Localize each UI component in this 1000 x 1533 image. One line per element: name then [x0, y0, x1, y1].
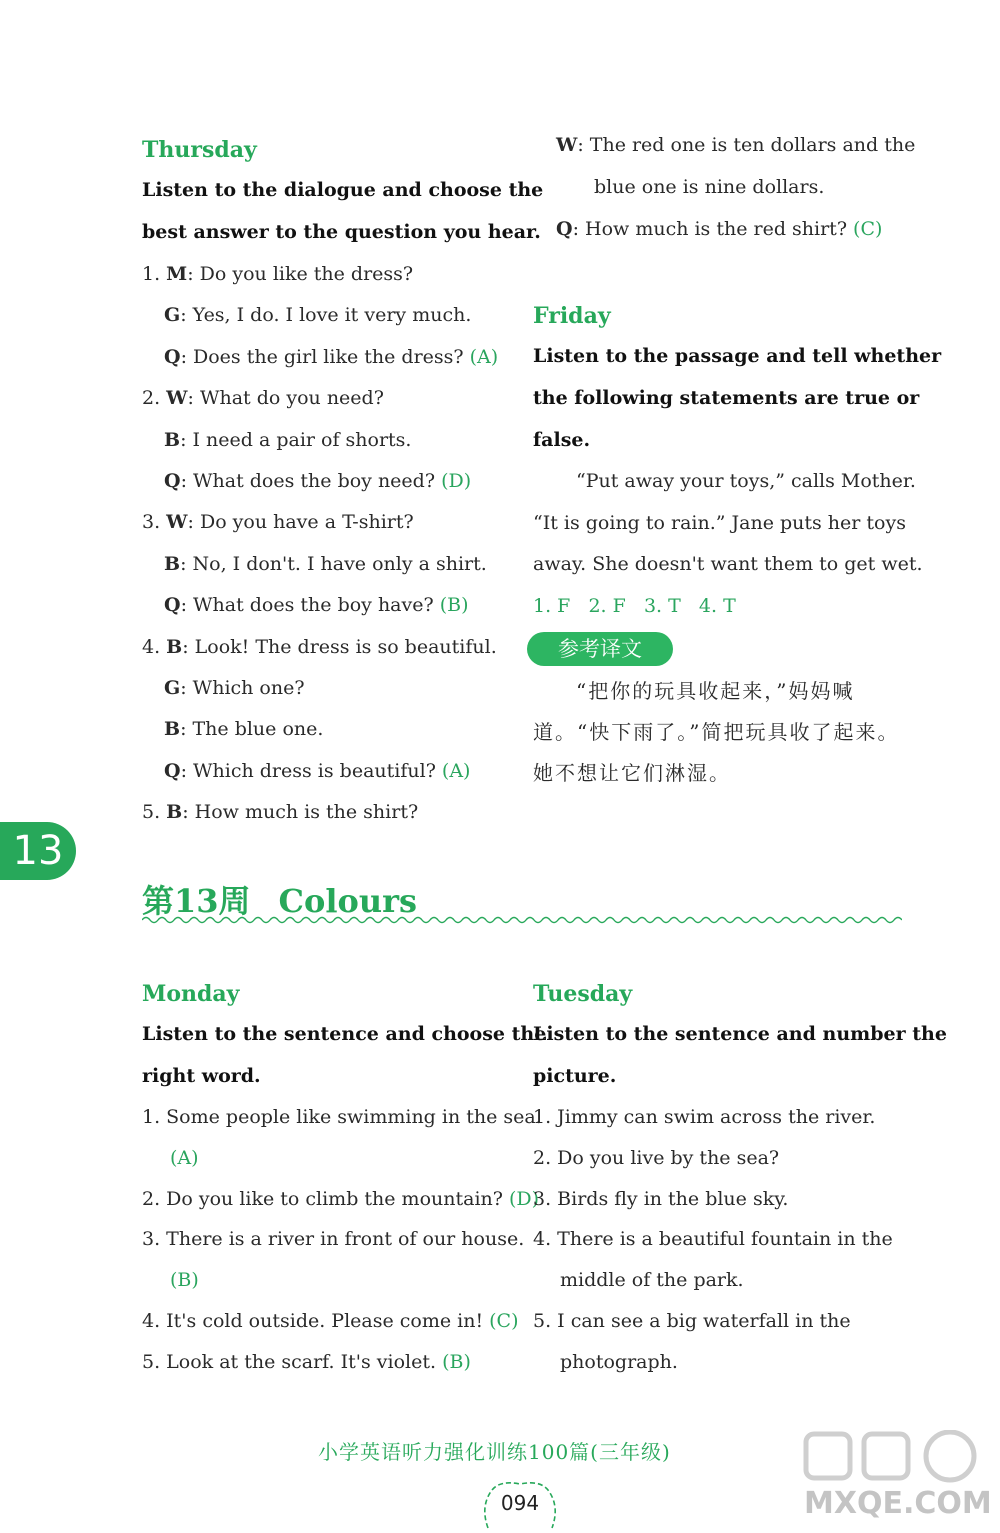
translation-badge: 参考译文 — [527, 632, 673, 666]
dialogue-line — [556, 133, 915, 157]
dialogue-line — [164, 469, 471, 493]
watermark-logo — [798, 1430, 992, 1528]
watermark-text: MXQE.COM — [804, 1486, 992, 1521]
speaker-label: W — [556, 134, 578, 156]
book-title: 小学英语听力强化训练100篇(三年级) — [318, 1440, 671, 1464]
dialogue-text: : I need a pair of shorts. — [180, 428, 412, 451]
list-item: photograph. — [560, 1350, 678, 1373]
instruction-line: right word. — [142, 1065, 261, 1087]
passage-line: “Put away your toys,” calls Mother. — [576, 470, 916, 492]
dialogue-line — [164, 593, 469, 617]
dialogue-line — [594, 175, 824, 199]
dialogue-text: blue one is nine dollars. — [594, 176, 825, 198]
speaker-label: Q — [164, 594, 181, 617]
list-item: middle of the park. — [560, 1269, 744, 1292]
item-number: 4. — [142, 635, 167, 658]
list-item: 2. Do you live by the sea? — [533, 1146, 780, 1169]
speaker-label: W — [166, 511, 188, 534]
dialogue-line — [142, 510, 414, 534]
item-number: 3. — [142, 511, 167, 534]
list-item — [142, 1309, 519, 1333]
dialogue-text: : What does the boy have? — [180, 594, 440, 617]
dialogue-line — [164, 552, 487, 576]
item-text: 5. Look at the scarf. It's violet. — [142, 1350, 443, 1373]
dialogue-text: : Does the girl like the dress? — [180, 345, 470, 368]
answer-label: (D) — [509, 1187, 540, 1210]
speaker-label: Q — [164, 759, 181, 782]
dialogue-line — [164, 717, 323, 741]
instruction-line: best answer to the question you hear. — [142, 221, 541, 243]
day-heading-thursday: Thursday — [142, 137, 257, 163]
dialogue-text: : How much is the shirt? — [182, 801, 419, 824]
dialogue-text: : The red one is ten dollars and the — [577, 134, 916, 156]
speaker-label: Q — [556, 218, 573, 240]
item-text: 3. There is a river in front of our house. — [142, 1228, 525, 1251]
list-item — [142, 1187, 539, 1211]
speaker-label: B — [166, 801, 183, 824]
speaker-label: Q — [164, 345, 181, 368]
translation-line: 她不想让它们淋湿。 — [533, 761, 731, 785]
answer-label: (A) — [170, 1146, 199, 1169]
dialogue-text: : No, I don't. I have only a shirt. — [180, 552, 487, 575]
instruction-line: picture. — [533, 1065, 617, 1087]
day-heading-friday: Friday — [533, 303, 611, 329]
speaker-label: W — [166, 387, 188, 410]
passage-line: away. She doesn't want them to get wet. — [533, 553, 923, 575]
wavy-divider — [142, 914, 902, 926]
dialogue-text: : Do you like the dress? — [187, 263, 414, 285]
answer-label: (B) — [170, 1269, 199, 1292]
speaker-label: G — [164, 304, 181, 327]
dialogue-text: : How much is the red shirt? — [572, 218, 854, 240]
answer-label: (B) — [439, 594, 469, 617]
dialogue-line — [164, 303, 471, 327]
list-item — [170, 1268, 199, 1292]
week-number-tab: 13 — [0, 822, 76, 880]
week-title-cn: 第13周 — [142, 882, 251, 920]
list-item: 3. Birds fly in the blue sky. — [533, 1187, 789, 1210]
speaker-label: B — [166, 635, 183, 658]
answer-label: (C) — [489, 1310, 519, 1332]
dialogue-line — [164, 676, 305, 700]
dialogue-text: : What do you need? — [187, 387, 384, 410]
dialogue-text: : Look! The dress is so beautiful. — [182, 635, 497, 658]
dialogue-line — [164, 345, 498, 369]
list-item — [142, 1350, 471, 1374]
day-heading-monday: Monday — [142, 981, 240, 1007]
passage-line: “It is going to rain.” Jane puts her toys — [533, 512, 906, 534]
translation-line: 道。“快下雨了。”简把玩具收了起来。 — [533, 720, 900, 744]
dialogue-line — [142, 262, 413, 286]
speaker-label: B — [164, 718, 181, 741]
dialogue-text: : The blue one. — [180, 718, 324, 741]
dialogue-text: : Do you have a T-shirt? — [187, 511, 414, 534]
item-text: 2. Do you like to climb the mountain? — [142, 1187, 509, 1210]
instruction-line: the following statements are true or — [533, 387, 920, 409]
speaker-label: B — [164, 552, 181, 575]
answer-label: (A) — [441, 759, 471, 782]
week-title-en: Colours — [278, 882, 417, 920]
speaker-label: B — [164, 428, 181, 451]
page-number: 094 — [500, 1491, 540, 1515]
dialogue-line — [556, 217, 882, 241]
dialogue-text: : Yes, I do. I love it very much. — [180, 304, 472, 327]
list-item — [142, 1105, 542, 1129]
answer-label: (A) — [469, 345, 499, 368]
dialogue-line — [164, 759, 470, 783]
list-item — [142, 1227, 524, 1251]
item-number: 5. — [142, 801, 167, 824]
item-text: 4. It's cold outside. Please come in! — [142, 1310, 490, 1332]
speaker-label: M — [166, 263, 188, 285]
item-number: 1. — [142, 263, 167, 285]
answer-label: (C) — [853, 218, 883, 240]
dialogue-line — [142, 800, 418, 824]
answer-label: (B) — [442, 1350, 471, 1373]
answer-label: (D) — [441, 470, 472, 492]
list-item — [170, 1146, 199, 1170]
day-heading-tuesday: Tuesday — [533, 981, 633, 1007]
list-item: 4. There is a beautiful fountain in the — [533, 1228, 893, 1251]
dialogue-text: : Which dress is beautiful? — [180, 759, 442, 782]
item-text: 1. Some people like swimming in the sea. — [142, 1106, 542, 1128]
dialogue-text: : What does the boy need? — [180, 470, 442, 492]
dialogue-line — [142, 386, 384, 410]
speaker-label: Q — [164, 470, 181, 492]
list-item: 1. Jimmy can swim across the river. — [533, 1106, 876, 1128]
instruction-line: false. — [533, 429, 591, 451]
translation-line: “把你的玩具收起来，”妈妈喊 — [576, 679, 855, 703]
instruction-line: Listen to the sentence and number the — [533, 1023, 947, 1045]
dialogue-line — [142, 635, 497, 659]
instruction-line: Listen to the sentence and choose the — [142, 1023, 547, 1045]
dialogue-line — [164, 428, 411, 452]
list-item: 5. I can see a big waterfall in the — [533, 1310, 851, 1332]
instruction-line: Listen to the passage and tell whether — [533, 345, 942, 367]
answer-key: 1. F 2. F 3. T 4. T — [533, 595, 736, 617]
instruction-line: Listen to the dialogue and choose the — [142, 179, 544, 201]
item-number: 2. — [142, 387, 167, 410]
dialogue-text: : Which one? — [180, 677, 305, 699]
speaker-label: G — [164, 677, 181, 699]
